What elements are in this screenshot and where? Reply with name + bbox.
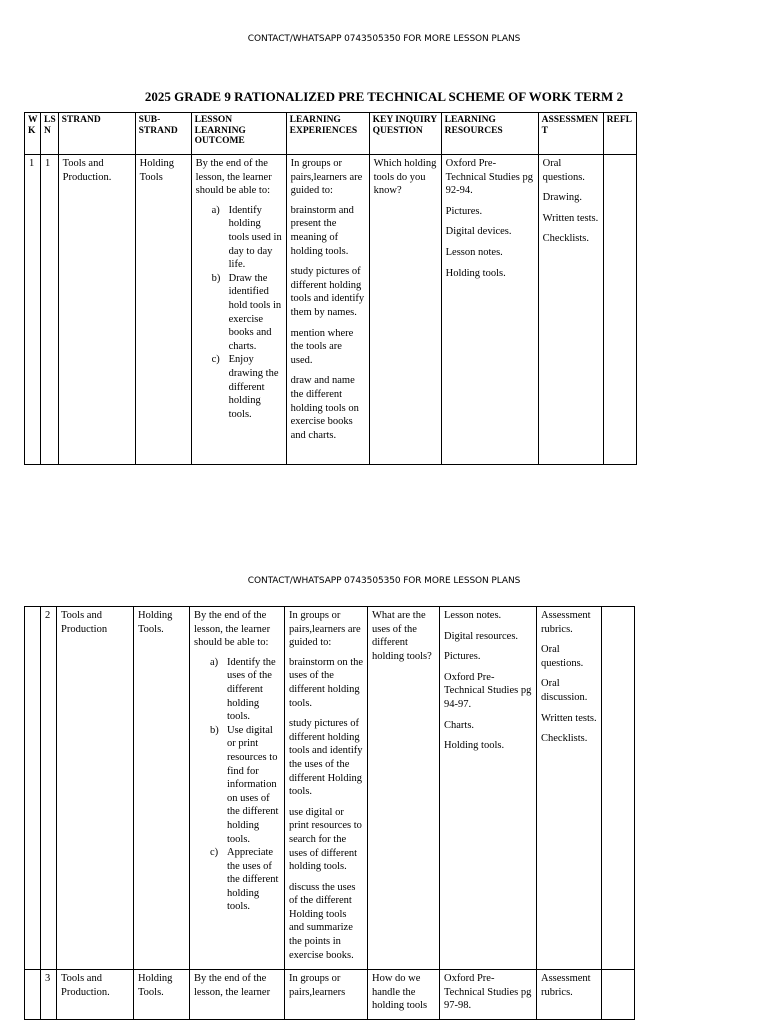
col-header-strand: STRAND <box>58 113 135 155</box>
list-item: Oral discussion. <box>541 678 588 703</box>
experiences-intro: In groups or pairs,learners are guided to: <box>290 158 363 197</box>
table-header-row <box>25 113 637 155</box>
table-row <box>25 155 637 465</box>
list-item: Digital devices. <box>445 226 512 238</box>
list-item: Pictures. <box>445 205 483 217</box>
list-item: b) Use digital or print resources to find for information on uses of the different holding tools. <box>210 724 279 845</box>
cell-resources <box>440 607 537 970</box>
list-item: Oxford Pre-Technical Studies pg 97-98. <box>444 973 532 1012</box>
cell-outcome: By the end of the lesson, the learner <box>190 970 285 1020</box>
list-item: Holding tools. <box>445 267 506 279</box>
cell-sub-strand: Holding Tools. <box>134 607 190 970</box>
list-item: discuss the uses of the different Holding tools and summarize the points in exercise books. <box>289 881 356 961</box>
list-item: a) Identify holding tools used in day to day life. <box>211 204 282 271</box>
page-header: CONTACT/WHATSAPP 0743505350 FOR MORE LESSON PLANS <box>247 576 521 586</box>
cell-question: How do we handle the holding tools <box>368 970 440 1020</box>
cell-reflection <box>602 607 635 970</box>
cell-reflection <box>602 970 635 1020</box>
list-item: c) Enjoy drawing the different holding tools. <box>211 354 279 420</box>
cell-sub-strand: Holding Tools. <box>134 970 190 1020</box>
cell-strand: Tools and Production. <box>58 155 135 465</box>
list-item: study pictures of different holding tools and identify the uses of the different Holding tools. <box>289 718 363 798</box>
col-header-lsn: LS N <box>41 113 59 155</box>
list-item: mention where the tools are used. <box>290 327 354 366</box>
outcome-intro: By the end of the lesson, the learner should be able to: <box>195 158 272 197</box>
scheme-table-page-2 <box>24 606 635 1020</box>
cell-resources <box>440 970 537 1020</box>
cell-wk <box>25 970 41 1020</box>
cell-assessment <box>537 970 602 1020</box>
list-item: b) Draw the identified hold tools in exercise books and charts. <box>211 272 282 352</box>
cell-question: What are the uses of the different holding tools? <box>368 607 440 970</box>
cell-question: Which holding tools do you know? <box>369 155 441 465</box>
list-item: Lesson notes. <box>444 610 502 621</box>
col-header-wk: W K <box>25 113 41 155</box>
list-item: Written tests. <box>541 712 597 724</box>
outcome-intro: By the end of the lesson, the learner should be able to: <box>194 610 271 649</box>
list-item: draw and name the different holding tools on exercise books and charts. <box>290 375 359 441</box>
cell-sub-strand: Holding Tools <box>135 155 191 465</box>
table-row <box>25 607 635 970</box>
list-item: Digital resources. <box>444 630 519 642</box>
cell-wk <box>25 607 41 970</box>
list-item: Oxford Pre-Technical Studies pg 92-94. <box>445 158 533 197</box>
cell-experiences: In groups or pairs,learners <box>285 970 368 1020</box>
list-item: Assessment rubrics. <box>541 610 591 635</box>
col-header-assessment: ASSESSMEN T <box>538 113 603 155</box>
table-row <box>25 970 635 1020</box>
document-title: 2025 GRADE 9 RATIONALIZED PRE TECHNICAL SCHEME OF WORK TERM 2 <box>144 89 624 104</box>
col-header-question: KEY INQUIRY QUESTION <box>369 113 441 155</box>
cell-outcome <box>191 155 286 465</box>
list-item: Holding tools. <box>444 740 505 752</box>
list-item: Pictures. <box>444 651 481 663</box>
list-item: Checklists. <box>542 233 589 245</box>
list-item: use digital or print resources to search for the uses of different holding tools. <box>289 806 362 873</box>
list-item: a) Identify the uses of the different holding tools. <box>210 656 276 723</box>
cell-assessment <box>538 155 603 465</box>
outcome-list <box>194 656 281 914</box>
list-item: Charts. <box>444 719 475 731</box>
cell-lsn: 1 <box>41 155 59 465</box>
cell-lsn: 2 <box>41 607 57 970</box>
page-header: CONTACT/WHATSAPP 0743505350 FOR MORE LESSON PLANS <box>247 34 521 44</box>
outcome-list <box>196 204 283 422</box>
cell-experiences <box>286 155 369 465</box>
scheme-table-page-1 <box>24 112 637 465</box>
list-item: Oral questions. <box>541 644 584 669</box>
cell-strand: Tools and Production <box>57 607 134 970</box>
list-item: Oxford Pre-Technical Studies pg 94-97. <box>444 671 532 710</box>
list-item: brainstorm on the uses of the different holding tools. <box>289 656 364 709</box>
list-item: Lesson notes. <box>445 246 503 258</box>
experiences-intro: In groups or pairs,learners are guided to: <box>289 610 361 649</box>
col-header-outcome: LESSON LEARNING OUTCOME <box>191 113 286 155</box>
cell-experiences <box>285 607 368 970</box>
list-item: Oral questions. <box>542 158 585 183</box>
col-header-resources: LEARNING RESOURCES <box>441 113 538 155</box>
cell-wk: 1 <box>25 155 41 465</box>
col-header-reflection: REFL <box>603 113 636 155</box>
cell-strand: Tools and Production. <box>57 970 134 1020</box>
list-item: brainstorm and present the meaning of holding tools. <box>290 204 354 257</box>
list-item: Drawing. <box>542 192 582 204</box>
cell-lsn: 3 <box>41 970 57 1020</box>
cell-resources <box>441 155 538 465</box>
cell-assessment <box>537 607 602 970</box>
cell-outcome <box>190 607 285 970</box>
col-header-experiences: LEARNING EXPERIENCES <box>286 113 369 155</box>
list-item: study pictures of different holding tools and identify them by names. <box>290 266 365 318</box>
list-item: Written tests. <box>542 212 599 224</box>
col-header-sub-strand: SUB-STRAND <box>135 113 191 155</box>
cell-reflection <box>603 155 636 465</box>
list-item: Checklists. <box>541 733 588 745</box>
list-item: c) Appreciate the uses of the different holding tools. <box>210 847 279 913</box>
list-item: Assessment rubrics. <box>541 973 591 998</box>
